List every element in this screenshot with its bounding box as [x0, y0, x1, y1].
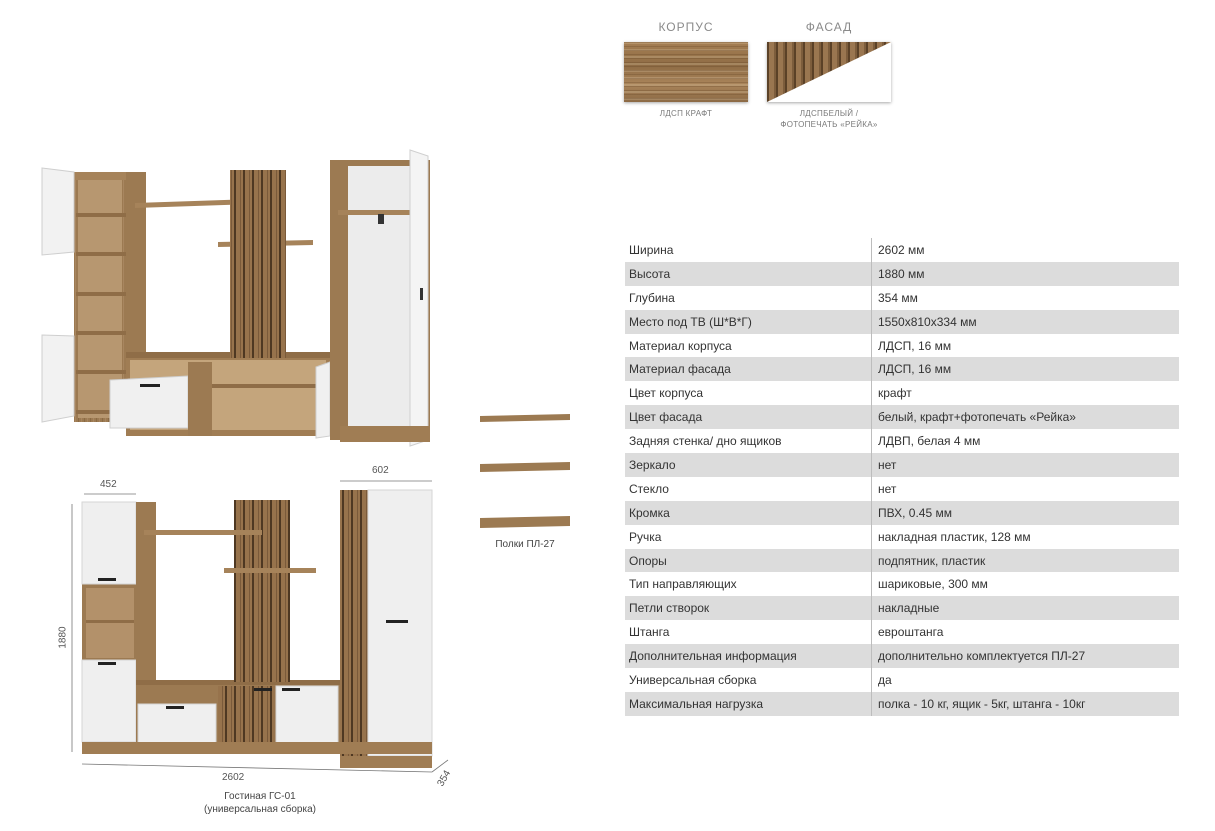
facade-label: ФАСАД	[805, 20, 853, 34]
spec-key: Штанга	[625, 620, 872, 644]
facade-material-line1: ЛДСПБЕЛЫЙ /	[799, 109, 859, 118]
spec-value: 2602 мм	[878, 242, 925, 257]
facade-material-line2: ФОТОПЕЧАТЬ «РЕЙКА»	[780, 120, 878, 129]
spec-value: полка - 10 кг, ящик - 5кг, штанга - 10кг	[872, 692, 1180, 716]
body-material-caption: ЛДСП КРАФТ	[659, 109, 713, 118]
spec-row	[625, 381, 1179, 405]
spec-key: Опоры	[625, 549, 872, 573]
right-width-dimension: 602	[372, 465, 389, 476]
spec-value: шариковые, 300 мм	[878, 577, 988, 592]
height-dimension: 1880	[57, 626, 69, 649]
spec-key: Задняя стенка/ дно ящиков	[625, 429, 872, 453]
spec-row	[625, 692, 1179, 716]
body-label: КОРПУС	[658, 20, 714, 34]
spec-key: Стекло	[625, 477, 872, 501]
spec-key: Универсальная сборка	[625, 668, 872, 692]
shelves-caption: Полки ПЛ-27	[495, 539, 555, 550]
spec-value: ЛДСП, 16 мм	[872, 357, 1180, 381]
left-width-dimension: 452	[100, 479, 117, 490]
spec-key: Цвет фасада	[625, 405, 872, 429]
spec-value: 354 мм	[878, 290, 918, 305]
spec-row	[625, 405, 1179, 429]
spec-key: Материал фасада	[625, 357, 872, 381]
spec-key: Глубина	[625, 286, 872, 310]
product-assembly: (универсальная сборка)	[204, 804, 316, 815]
spec-value: ПВХ, 0.45 мм	[872, 501, 1180, 525]
spec-row	[625, 357, 1179, 381]
spec-row	[625, 596, 1179, 620]
spec-value: подпятник, пластик	[872, 549, 1180, 573]
spec-key: Цвет корпуса	[625, 381, 872, 405]
spec-key: Материал корпуса	[625, 334, 872, 358]
spec-value: ЛДСП, 16 мм	[878, 338, 952, 353]
spec-row	[625, 310, 1179, 334]
spec-key: Высота	[625, 262, 872, 286]
spec-value: белый, крафт+фотопечать «Рейка»	[872, 405, 1180, 429]
spec-row	[625, 572, 1179, 596]
spec-value: дополнительно комплектуется ПЛ-27	[872, 644, 1180, 668]
product-name: Гостиная ГС-01	[224, 791, 296, 802]
spec-row	[625, 644, 1179, 668]
spec-value: 1880 мм	[872, 262, 1180, 286]
spec-key: Место под ТВ (Ш*В*Г)	[625, 310, 872, 334]
specs-table	[625, 238, 1179, 716]
spec-key: Петли створок	[625, 596, 872, 620]
spec-row	[625, 477, 1179, 501]
spec-row	[625, 286, 1179, 310]
spec-value: да	[878, 672, 892, 687]
spec-row	[625, 525, 1179, 549]
spec-value: нет	[872, 453, 1180, 477]
open-view-illustration	[42, 150, 430, 446]
spec-key: Ширина	[625, 238, 872, 262]
closed-view-illustration	[82, 490, 432, 768]
spec-row	[625, 668, 1179, 692]
spec-value: накладная пластик, 128 мм	[878, 529, 1031, 544]
total-width-dimension: 2602	[222, 772, 245, 783]
spec-row	[625, 501, 1179, 525]
spec-row	[625, 334, 1179, 358]
spec-row	[625, 238, 1179, 262]
spec-value: накладные	[872, 596, 1180, 620]
spec-value: евроштанга	[878, 625, 944, 640]
spec-key: Зеркало	[625, 453, 872, 477]
spec-row	[625, 549, 1179, 573]
spec-value: ЛДВП, белая 4 мм	[878, 434, 981, 449]
spec-value: нет	[878, 481, 897, 496]
spec-key: Дополнительная информация	[625, 644, 872, 668]
spec-value: 1550x810x334 мм	[872, 310, 1180, 334]
spec-key: Кромка	[625, 501, 872, 525]
spec-key: Максимальная нагрузка	[625, 692, 872, 716]
spec-key: Ручка	[625, 525, 872, 549]
shelves-illustration	[480, 414, 570, 528]
spec-key: Тип направляющих	[625, 572, 872, 596]
spec-row	[625, 620, 1179, 644]
spec-row	[625, 453, 1179, 477]
spec-value: крафт	[878, 386, 912, 401]
spec-row	[625, 429, 1179, 453]
product-caption	[170, 790, 350, 816]
depth-dimension: 354	[435, 768, 454, 789]
spec-row	[625, 262, 1179, 286]
